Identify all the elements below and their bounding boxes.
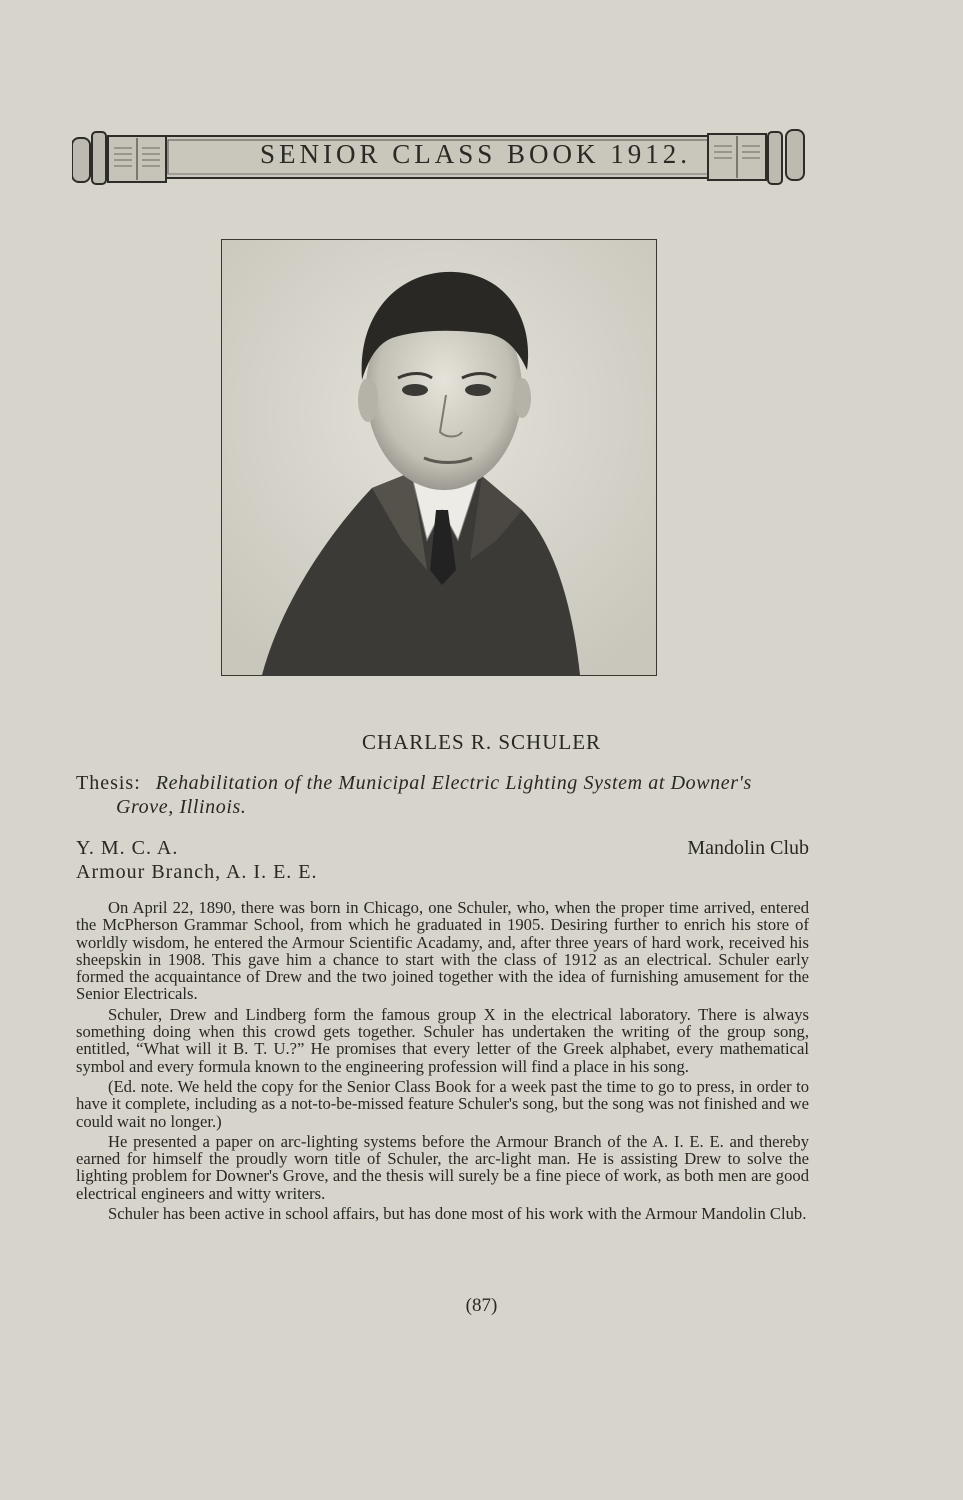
bio-paragraph: He presented a paper on arc-lighting systems before the Armour Branch of the A. I. E. E. and thereby earned for himself the proudly worn title of Schuler, the arc-light man. He is assisting Drew to solve the lighting problem for Downer's Grove, and the thesis will surely be a fine piece of work, as both men are good electrical engineers and witty writers.: [76, 1131, 809, 1203]
organizations-left: [76, 836, 318, 884]
portrait-photo: [221, 239, 657, 676]
header-banner: [72, 128, 806, 186]
left-book-ornament-icon: [72, 132, 166, 184]
bio-paragraph: (Ed. note. We held the copy for the Senior Class Book for a week past the time to go to press, in order to have it complete, including as a not-to-be-missed feature Schuler's song, but the song was not finished and we could wait no longer.): [76, 1076, 809, 1131]
organization-aiee: Armour Branch, A. I. E. E.: [76, 861, 318, 883]
thesis-title-line2: Grove, Illinois.: [116, 796, 247, 818]
biography: [76, 899, 809, 1225]
thesis-label: Thesis:: [76, 772, 141, 794]
student-name: CHARLES R. SCHULER: [361, 730, 602, 754]
right-book-ornament-icon: [708, 130, 804, 184]
organization-mandolin-club: Mandolin Club: [687, 837, 809, 859]
bio-paragraph: On April 22, 1890, there was born in Chicago, one Schuler, who, when the proper time arrived, entered the McPherson Grammar School, from which he graduated in 1905. Desiring further to enrich his store of worldly wisdom, he entered the Armour Scientific Acadamy, and, after three years of hard work, received his sheepskin in 1908. This gave him a chance to start with the class of 1912 as an electrical. Schuler early formed the acquaintance of Drew and the two joined together with the idea of furnishing amusement for the Senior Electricals.: [76, 898, 809, 1004]
thesis-title-line1: Rehabilitation of the Municipal Electric Lighting System at Downer's: [155, 772, 752, 794]
page-number: (87): [465, 1295, 498, 1316]
portrait-figure: [222, 240, 656, 675]
bio-paragraph: Schuler has been active in school affairs, but has done most of his work with the Armour Mandolin Club.: [108, 1204, 807, 1224]
thesis-block: [76, 771, 809, 819]
banner-title: SENIOR CLASS BOOK 1912.: [260, 139, 692, 169]
organization-ymca: Y. M. C. A.: [76, 837, 179, 859]
bio-paragraph: Schuler, Drew and Lindberg form the famous group X in the electrical laboratory. There is always something doing when this crowd gets together. Schuler has undertaken the writing of the group song, entitled, “What will it B. T. U.?” He promises that every letter of the Greek alphabet, every mathematical symbol and every formula known to the engineering profession will find a place in his song.: [76, 1004, 809, 1076]
